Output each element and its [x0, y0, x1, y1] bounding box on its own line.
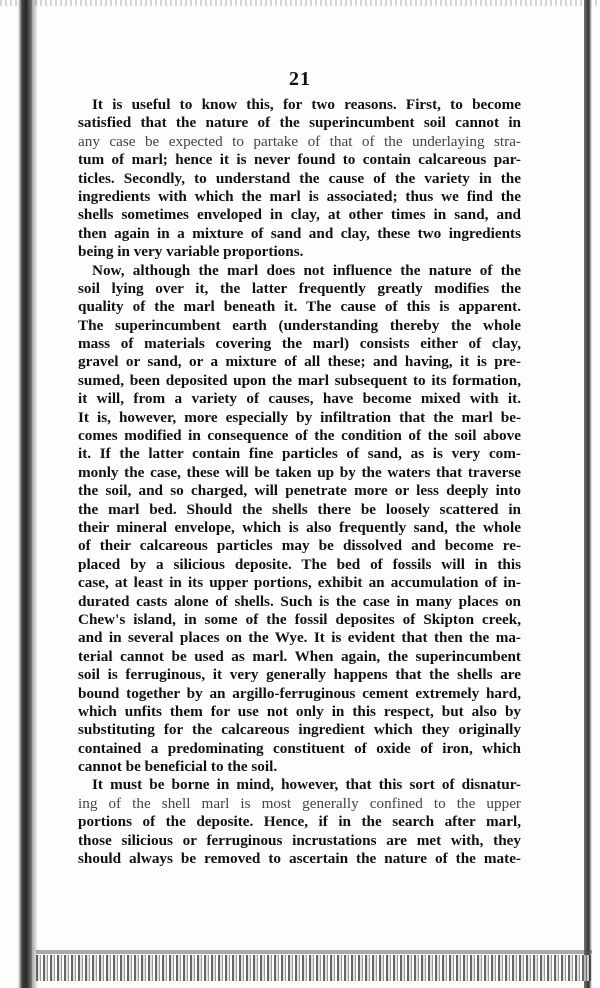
text-line: placed by a silicious deposite. The bed of fossils will in this [78, 555, 521, 573]
text-line: those silicious or ferruginous incrustations are met with, they [78, 831, 521, 849]
text-line: comes modified in consequence of the condition of the soil above [78, 427, 521, 445]
text-line: Chew's island, in some of the fossil deposites of Skipton creek, [78, 610, 521, 628]
page-bottom-edge [36, 955, 592, 981]
text-line: substituting for the calcareous ingredient which they originally [78, 721, 521, 739]
text-line: bound together by an argillo-ferruginous cement extremely hard, [78, 684, 521, 702]
text-line: ticles. Secondly, to understand the cause of the variety in the [78, 169, 521, 187]
text-line: It must be borne in mind, however, that this sort of disnatur- [92, 776, 521, 794]
text-line: The superincumbent earth (understanding thereby the whole [78, 316, 521, 334]
page-number: 21 [289, 68, 311, 90]
text-line: ing of the shell marl is most generally confined to the upper [78, 794, 521, 812]
text-line: the marl bed. Should the shells there be loosely scattered in [78, 500, 521, 518]
text-line: it will, from a variety of causes, have become mixed with it. [78, 390, 521, 408]
text-line: satisfied that the nature of the superincumbent soil cannot in [78, 114, 521, 132]
binding-shadow-left [18, 0, 32, 988]
text-line: mass of materials covering the marl) consists either of clay, [78, 335, 521, 353]
text-line: gravel or sand, or a mixture of all these; and having, it is pre- [78, 353, 521, 371]
page-bottom-rule [36, 950, 592, 954]
text-line: quality of the marl beneath it. The cause of this is apparent. [78, 298, 521, 316]
gutter-shadow [32, 0, 38, 988]
text-line: tum of marl; hence it is never found to contain calcareous par- [78, 151, 521, 169]
body-text [78, 96, 521, 868]
text-line: terial cannot be used as marl. When again, the superincumbent [78, 647, 521, 665]
text-line: monly the case, these will be taken up by the waters that traverse [78, 463, 521, 481]
text-line: soil is ferruginous, it very generally happens that the shells are [78, 666, 521, 684]
text-line: their mineral envelope, which is also frequently sand, the whole [78, 518, 521, 536]
text-line: ingredients with which the marl is associated; thus we find the [78, 187, 521, 205]
text-line: it. If the latter contain fine particles of sand, as is very com- [78, 445, 521, 463]
text-line: should always be removed to ascertain the nature of the mate- [78, 850, 521, 868]
text-line: then again in a mixture of sand and clay, these two ingredients [78, 224, 521, 242]
page-top-edge [0, 0, 600, 6]
text-line: the soil, and so charged, will penetrate more or less deeply into [78, 482, 521, 500]
text-line: It is useful to know this, for two reasons. First, to become [92, 96, 521, 113]
text-line: which unfits them for use not only in this respect, but also by [78, 702, 521, 720]
text-line: case, at least in its upper portions, exhibit an accumulation of in- [78, 574, 521, 592]
text-line: cannot be beneficial to the soil. [78, 758, 278, 776]
binding-shadow-right [584, 0, 592, 988]
text-line: contained a predominating constituent of oxide of iron, which [78, 739, 521, 757]
text-line: sumed, been deposited upon the marl subsequent to its formation, [78, 371, 521, 389]
text-line: shells sometimes enveloped in clay, at other times in sand, and [78, 206, 521, 224]
text-line: of their calcareous particles may be dissolved and become re- [78, 537, 521, 555]
text-line: durated casts alone of shells. Such is the case in many places on [78, 592, 521, 610]
text-line: portions of the deposite. Hence, if in the search after marl, [78, 813, 521, 831]
text-line: being in very variable proportions. [78, 243, 304, 261]
text-line: It is, however, more especially by infiltration that the marl be- [78, 408, 521, 426]
text-line: and in several places on the Wye. It is evident that then the ma- [78, 629, 521, 647]
text-line: soil lying over it, the latter frequently greatly modifies the [78, 279, 521, 297]
text-line: Now, although the marl does not influence the nature of the [92, 261, 521, 279]
text-line: any case be expected to partake of that of the underlaying stra- [78, 132, 521, 150]
